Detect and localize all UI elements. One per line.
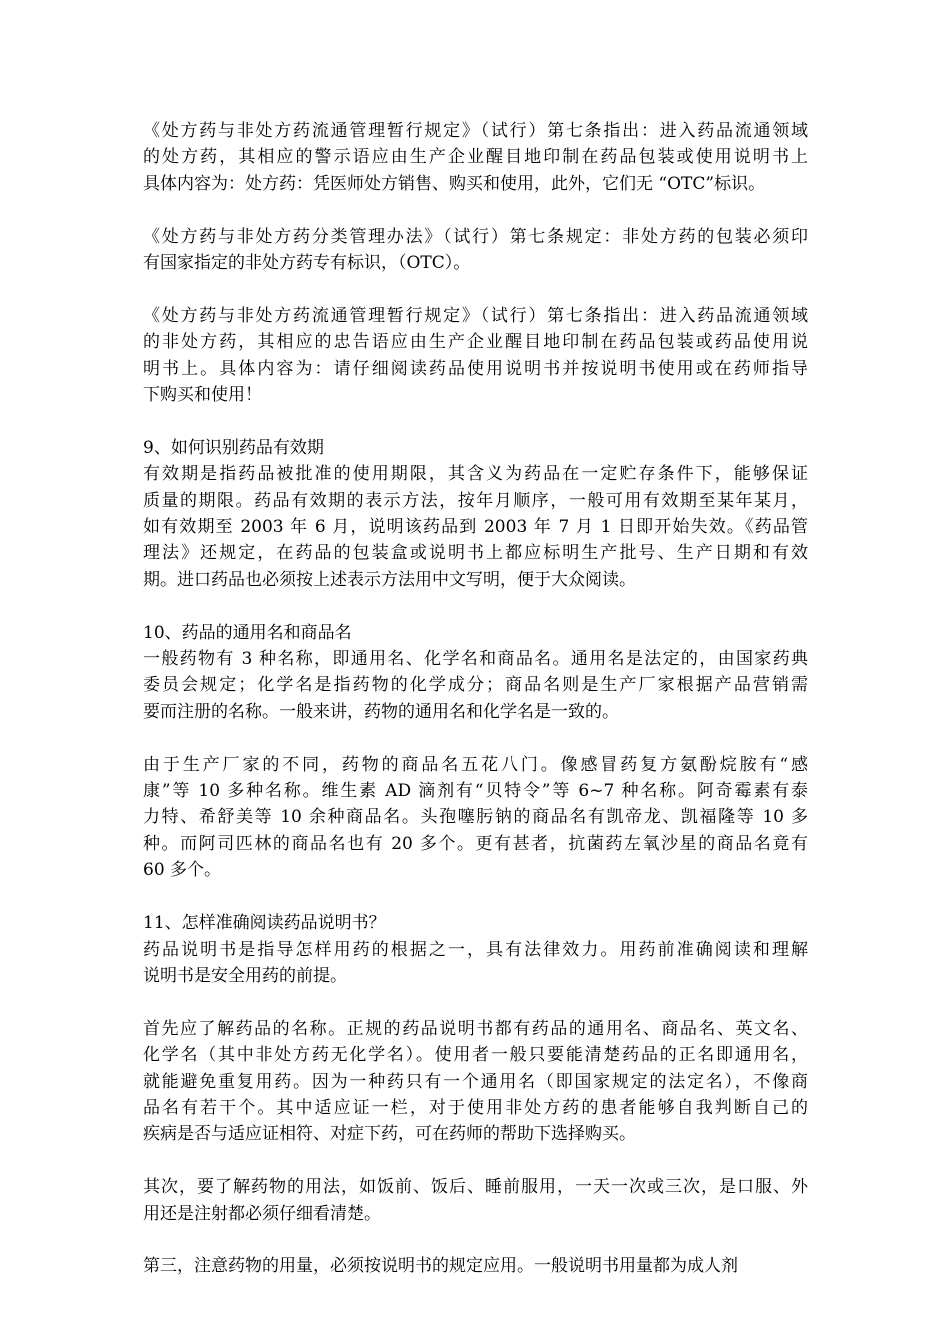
text-line: 有效期是指药品被批准的使用期限，其含义为药品在一定贮存条件下，能够保证 bbox=[143, 464, 808, 485]
text-line: 理法》还规定，在药品的包装盒或说明书上都应标明生产批号、生产日期和有效 bbox=[143, 543, 808, 564]
text-line: 60 多个。 bbox=[143, 860, 222, 881]
paragraph bbox=[143, 646, 808, 725]
text-line: 品名有若干个。其中适应证一栏，对于使用非处方药的患者能够自我判断自己的 bbox=[143, 1097, 808, 1118]
paragraph bbox=[143, 937, 808, 990]
paragraph-block bbox=[143, 1174, 808, 1227]
text-line: 康”等 10 多种名称。维生素 AD 滴剂有“贝特令”等 6~7 种名称。阿奇霉素有泰 bbox=[143, 781, 808, 802]
text-line: 药品说明书是指导怎样用药的根据之一，具有法律效力。用药前准确阅读和理解 bbox=[143, 939, 808, 960]
text-line: 委员会规定；化学名是指药物的化学成分；商品名则是生产厂家根据产品营销需 bbox=[143, 675, 808, 696]
paragraph-block bbox=[143, 303, 808, 409]
text-line: 由于生产厂家的不同，药物的商品名五花八门。像感冒药复方氨酚烷胺有“感 bbox=[143, 754, 808, 775]
text-line: 化学名（其中非处方药无化学名）。使用者一般只要能清楚药品的正名即通用名， bbox=[143, 1045, 808, 1066]
paragraph-block bbox=[143, 1016, 808, 1148]
paragraph bbox=[143, 461, 808, 593]
text-line: 如有效期至 2003 年 6 月，说明该药品到 2003 年 7 月 1 日即开始失效。《药品管 bbox=[143, 517, 808, 538]
text-line: 其次，要了解药物的用法，如饭前、饭后、睡前服用，一天一次或三次，是口服、外 bbox=[143, 1177, 808, 1198]
text-line: 第三，注意药物的用量，必须按说明书的规定应用。一般说明书用量都为成人剂 bbox=[143, 1256, 738, 1277]
text-line: 就能避免重复用药。因为一种药只有一个通用名（即国家规定的法定名），不像商 bbox=[143, 1071, 808, 1092]
text-line: 明书上。具体内容为：请仔细阅读药品使用说明书并按说明书使用或在药师指导 bbox=[143, 358, 808, 379]
text-line: 具体内容为：处方药：凭医师处方销售、购买和使用，此外，它们无 “OTC”标识。 bbox=[143, 173, 766, 194]
text-line: 疾病是否与适应证相符、对症下药，可在药师的帮助下选择购买。 bbox=[143, 1124, 636, 1145]
paragraph bbox=[143, 1016, 808, 1148]
paragraph bbox=[143, 752, 808, 884]
text-line: 一般药物有 3 种名称，即通用名、化学名和商品名。通用名是法定的，由国家药典 bbox=[143, 649, 808, 670]
text-line: 要而注册的名称。一般来讲，药物的通用名和化学名是一致的。 bbox=[143, 701, 619, 722]
text-line: 质量的期限。药品有效期的表示方法，按年月顺序，一般可用有效期至某年某月， bbox=[143, 490, 808, 511]
section-heading: 10、药品的通用名和商品名 bbox=[143, 622, 352, 643]
section-heading: 9、如何识别药品有效期 bbox=[143, 437, 324, 458]
text-line: 的非处方药，其相应的忠告语应由生产企业醒目地印制在药品包装或药品使用说 bbox=[143, 332, 808, 353]
paragraph bbox=[143, 1174, 808, 1227]
paragraph bbox=[143, 224, 808, 277]
paragraph-block bbox=[143, 435, 808, 593]
text-line: 期。进口药品也必须按上述表示方法用中文写明，便于大众阅读。 bbox=[143, 569, 636, 590]
text-line: 有国家指定的非处方药专有标识，（OTC）。 bbox=[143, 253, 471, 274]
paragraph bbox=[143, 118, 808, 197]
document-page bbox=[143, 118, 808, 1306]
text-line: 力特、希舒美等 10 余种商品名。头孢噻肟钠的商品名有凯帝龙、凯福隆等 10 多 bbox=[143, 807, 808, 828]
paragraph-block bbox=[143, 224, 808, 277]
text-line: 《处方药与非处方药流通管理暂行规定》（试行）第七条指出：进入药品流通领域 bbox=[143, 121, 808, 141]
text-line: 《处方药与非处方药流通管理暂行规定》（试行）第七条指出：进入药品流通领域 bbox=[143, 305, 808, 326]
text-line: 《处方药与非处方药分类管理办法》（试行）第七条规定：非处方药的包装必须印 bbox=[143, 226, 808, 247]
text-line: 的处方药，其相应的警示语应由生产企业醒目地印制在药品包装或使用说明书上 bbox=[143, 147, 808, 168]
text-line: 说明书是安全用药的前提。 bbox=[143, 965, 347, 986]
paragraph bbox=[143, 1253, 808, 1279]
paragraph-block bbox=[143, 620, 808, 726]
text-line: 下购买和使用！ bbox=[143, 385, 262, 406]
text-line: 用还是注射都必须仔细看清楚。 bbox=[143, 1203, 381, 1224]
paragraph-block bbox=[143, 1253, 808, 1279]
section-heading: 11、怎样准确阅读药品说明书？ bbox=[143, 913, 386, 934]
paragraph-block bbox=[143, 118, 808, 197]
paragraph-block bbox=[143, 752, 808, 884]
text-line: 种。而阿司匹林的商品名也有 20 多个。更有甚者，抗菌药左氧沙星的商品名竟有 bbox=[143, 833, 808, 854]
paragraph-block bbox=[143, 910, 808, 989]
text-line: 首先应了解药品的名称。正规的药品说明书都有药品的通用名、商品名、英文名、 bbox=[143, 1018, 808, 1039]
paragraph bbox=[143, 303, 808, 409]
